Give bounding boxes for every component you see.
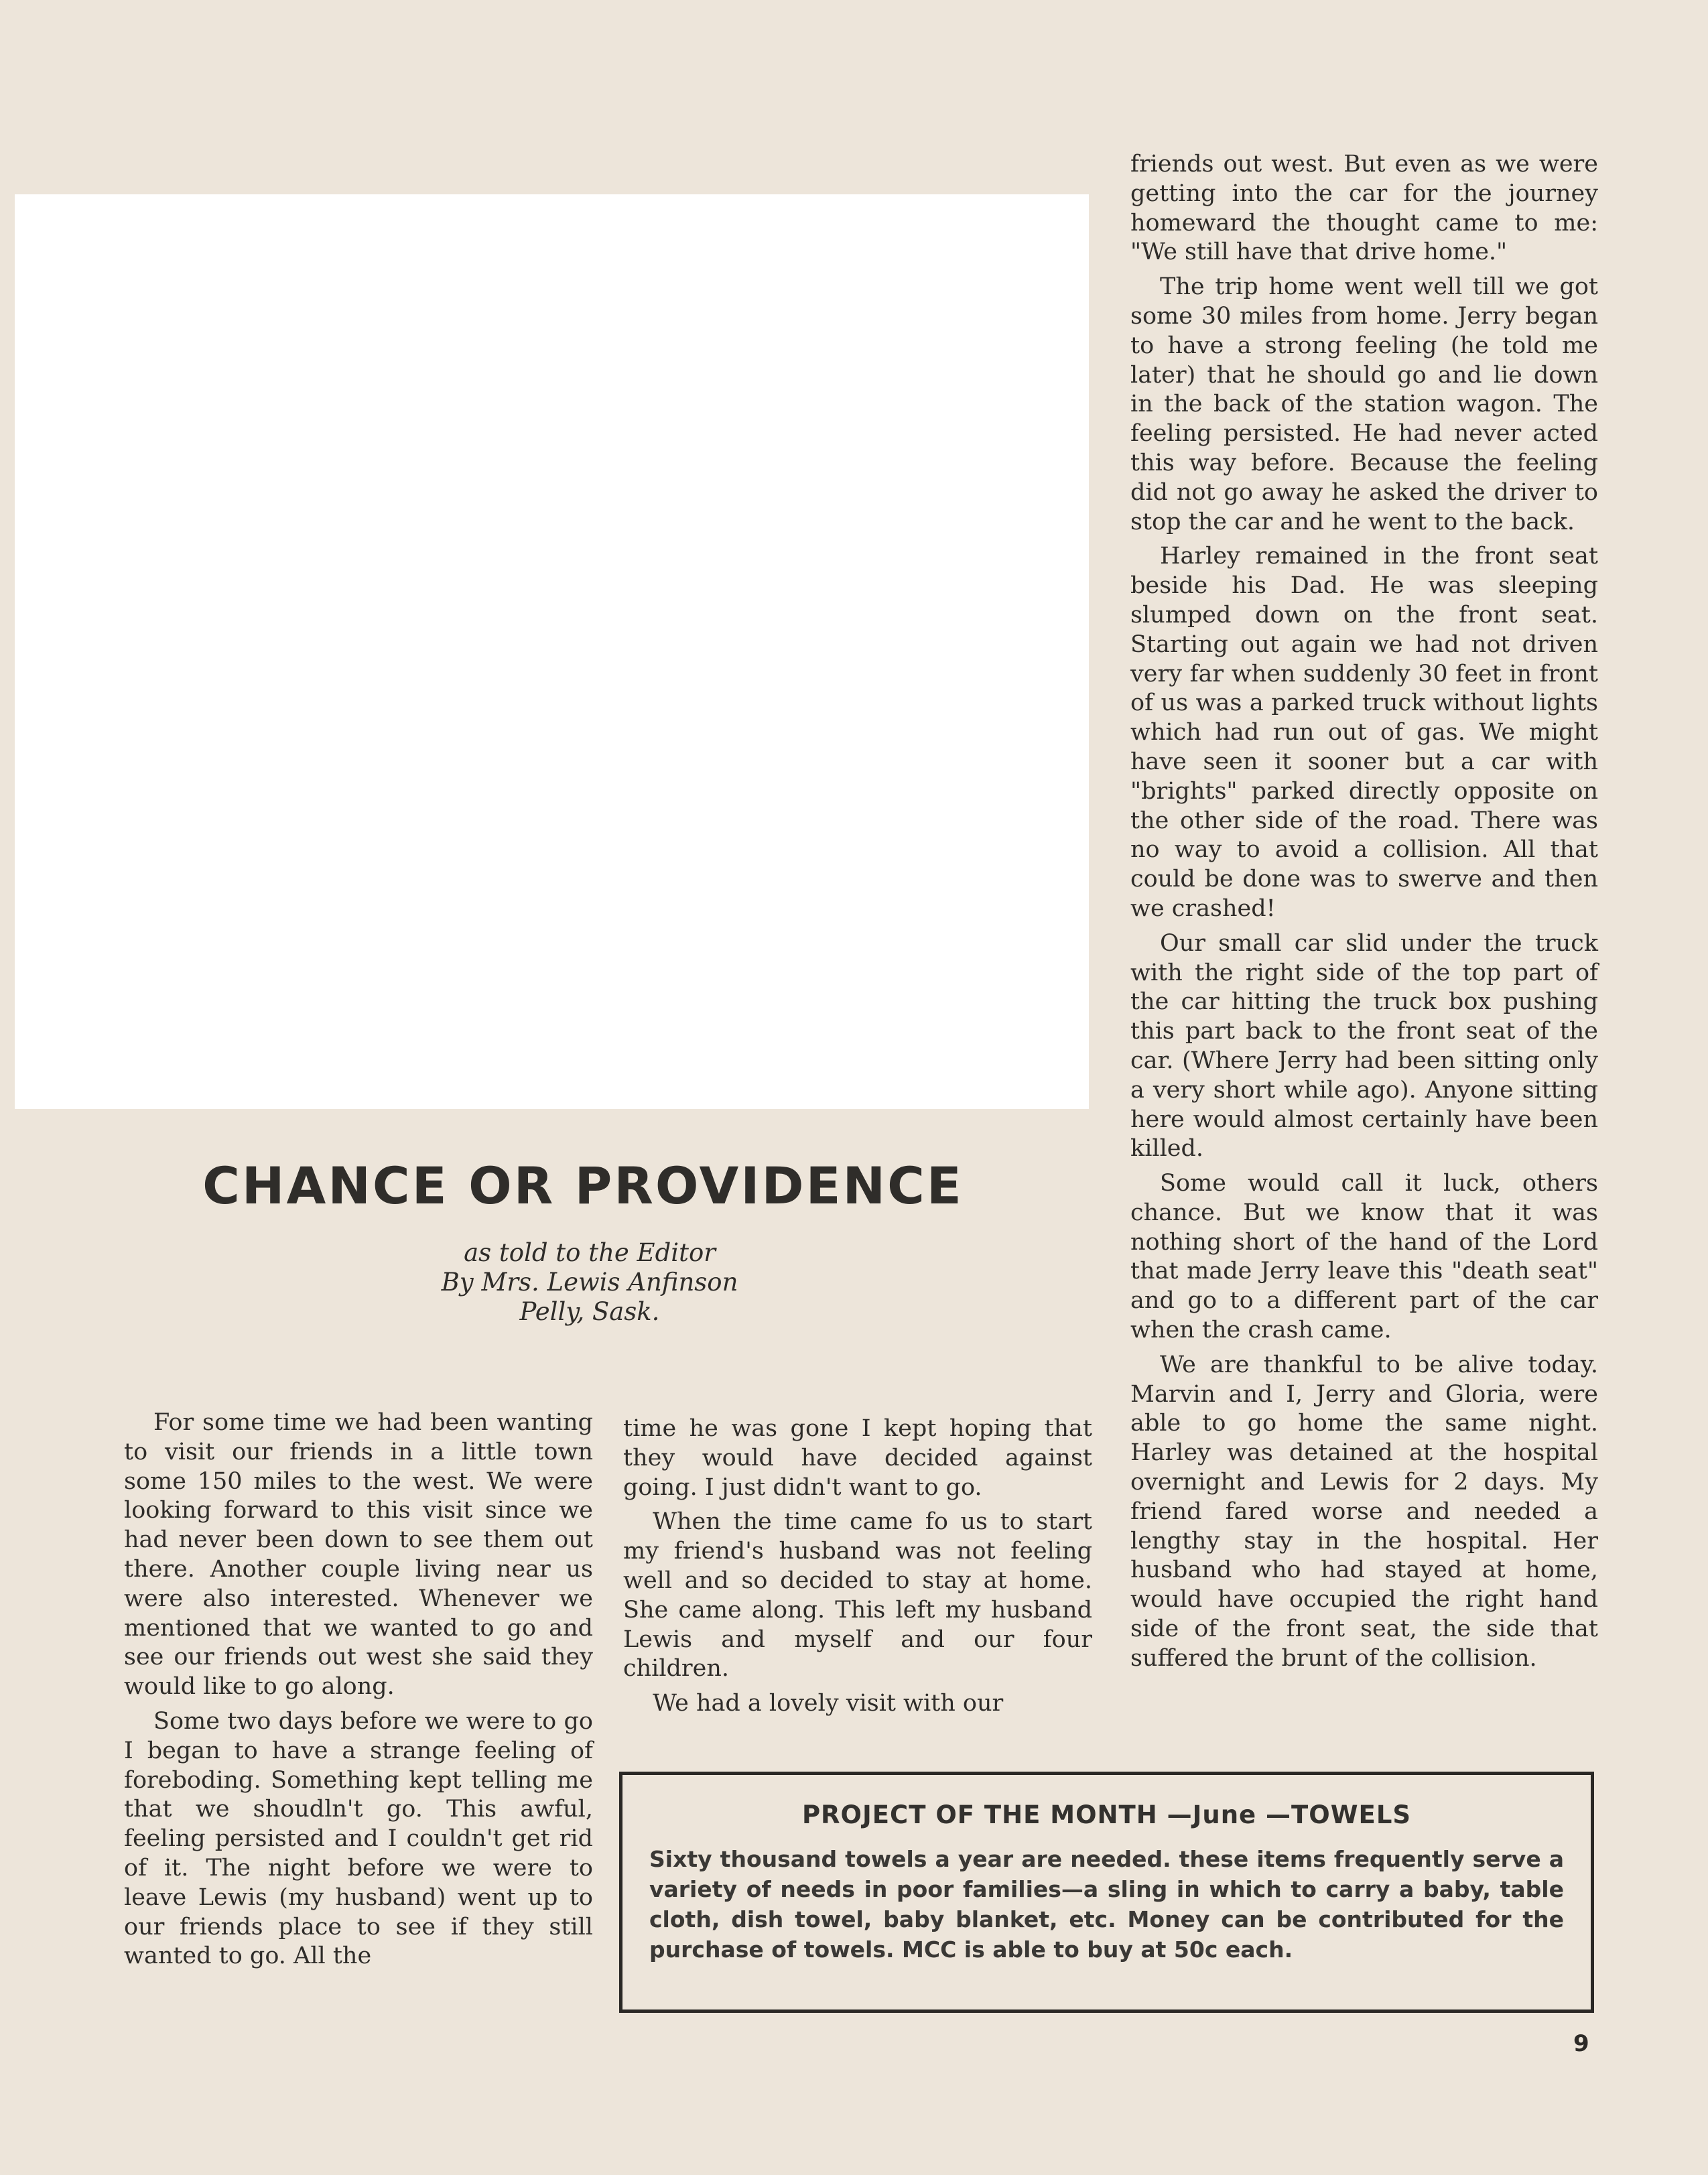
paragraph: We had a lovely visit with our bbox=[653, 1690, 1004, 1717]
project-of-the-month-box bbox=[619, 1772, 1594, 2013]
byline-line: as told to the Editor bbox=[464, 1238, 716, 1267]
photo-placeholder bbox=[15, 194, 1089, 1109]
byline-author: By Mrs. Lewis Anfinson bbox=[441, 1268, 738, 1297]
project-title: PROJECT OF THE MONTH —June —TOWELS bbox=[801, 1800, 1412, 1829]
byline-location: Pelly, Sask. bbox=[519, 1297, 660, 1326]
middle-column bbox=[623, 1414, 1092, 1724]
project-body: Sixty thousand towels a year are needed. these items frequently serve a variety of needs in poor families—a sling in which to carry a baby, table cloth, dish towel, baby blanket, etc. Money can be contributed for the purchase of towels. MCC is able to buy at 50c each. bbox=[649, 1846, 1564, 1963]
page-number: 9 bbox=[1573, 2030, 1589, 2057]
paragraph: For some time we had been wanting to visit our friends in a little town some 150 miles to the west. We were looking forward to this visit since we had never been down to see them out there. Another couple living near us were also interested. Whenever we mentioned that we wanted to go and see our friends out west she said they would like to go along. bbox=[124, 1409, 593, 1701]
right-column bbox=[1130, 150, 1598, 1679]
paragraph: Some would call it luck, others chance. But we know that it was nothing short of the hand of the Lord that made Jerry leave this "death seat" and go to a different part of the car when the crash came. bbox=[1130, 1170, 1598, 1344]
paragraph: We are thankful to be alive today. Marvin and I, Jerry and Gloria, were able to go home the same night. Harley was detained at the hospital overnight and Lewis for 2 days. My friend fared worse and needed a lengthy stay in the hospital. Her husband who had stayed at home, would have occupied the right hand side of the front seat, the side that suffered the brunt of the collision. bbox=[1130, 1351, 1598, 1672]
left-column bbox=[124, 1408, 593, 1977]
paragraph: Our small car slid under the truck with the right side of the top part of the car hitting the truck box pushing this part back to the front seat of the car. (Where Jerry had been sitting only a very short while ago). Anyone sitting here would almost certainly have been killed. bbox=[1130, 929, 1598, 1163]
paragraph: time he was gone I kept hoping that they would have decided against going. I just didn't want to go. bbox=[623, 1415, 1092, 1501]
article-title: CHANCE OR PROVIDENCE bbox=[202, 1156, 964, 1215]
paragraph: Harley remained in the front seat beside his Dad. He was sleeping slumped down on the front seat. Starting out again we had not driven very far when suddenly 30 feet in front of us was a parked truck without lights which had run out of gas. We might have seen it sooner but a car with "brights" parked directly opposite on the other side of the road. There was no way to avoid a collision. All that could be done was to swerve and then we crashed! bbox=[1130, 543, 1598, 922]
paragraph: The trip home went well till we got some 30 miles from home. Jerry began to have a strong feeling (he told me later) that he should go and lie down in the back of the station wagon. The feeling persisted. He had never acted this way before. Because the feeling did not go away he asked the driver to stop the car and he went to the back. bbox=[1130, 273, 1598, 535]
byline bbox=[322, 1238, 858, 1327]
paragraph: friends out west. But even as we were getting into the car for the journey homeward the thought came to me: "We still have that drive home." bbox=[1130, 151, 1598, 266]
paragraph: Some two days before we were to go I began to have a strange feeling of foreboding. Something kept telling me that we shoudln't go. This awful, feeling persisted and I couldn't get rid of it. The night before we were to leave Lewis (my husband) went up to our friends place to see if they still wanted to go. All the bbox=[124, 1707, 593, 1970]
paragraph: When the time came fo us to start my friend's husband was not feeling well and so decided to stay at home. She came along. This left my husband Lewis and myself and our four children. bbox=[623, 1508, 1092, 1683]
